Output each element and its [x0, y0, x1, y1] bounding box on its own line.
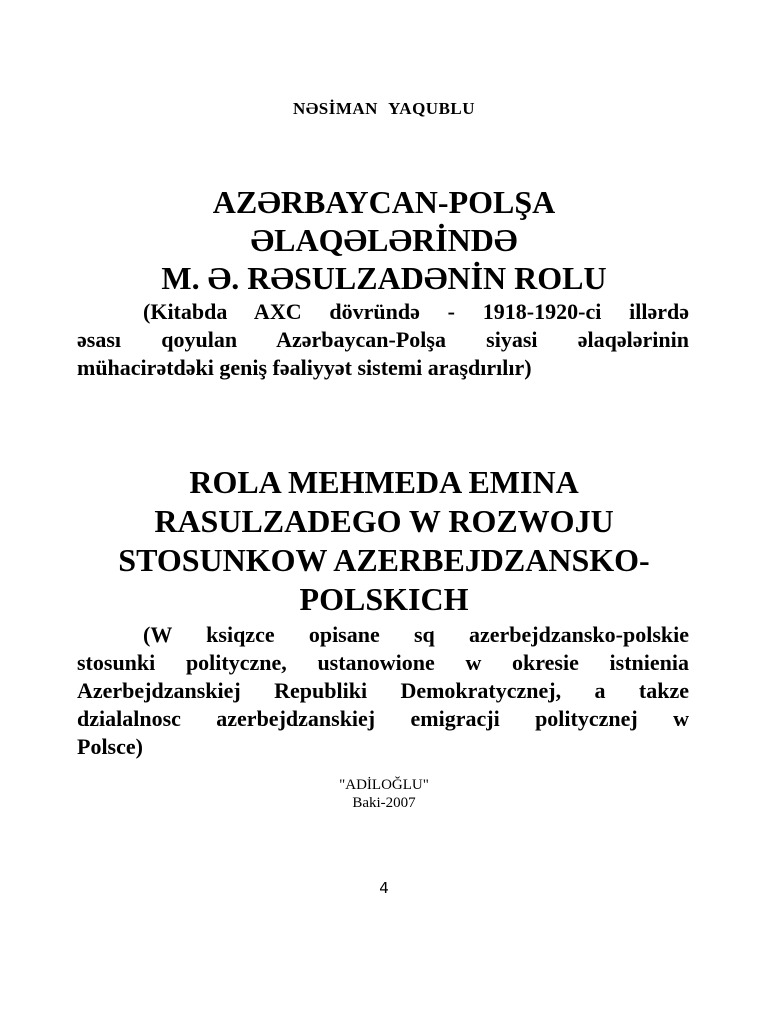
title-azerbaijani [60, 183, 708, 297]
description-azerbaijani [77, 298, 689, 382]
publisher-block [0, 776, 768, 812]
title-az-line: AZƏRBAYCAN-POLŞA [212, 184, 556, 220]
description-pl-line: Polsce) [77, 734, 143, 759]
title-pl-line: ROLA MEHMEDA EMINA [189, 464, 579, 500]
description-az-line: (Kitabda AXC dövründə - 1918-1920-ci illərdə [143, 299, 689, 324]
page-number: 4 [379, 879, 389, 897]
description-pl-line: Azerbejdzanskiej Republiki Demokratycznej, a takze [77, 678, 689, 703]
publisher-name: "ADİLOĞLU" [339, 777, 429, 793]
description-pl-line: stosunki polityczne, ustanowione w okresie istnienia [77, 650, 689, 675]
author-name: NƏSİMAN YAQUBLU [292, 99, 476, 118]
publication-place-year: Baki-2007 [352, 795, 416, 811]
title-az-line: ƏLAQƏLƏRİNDƏ [250, 222, 518, 258]
description-az-line: əsası qoyulan Azərbaycan-Polşa siyasi əlaqələrinin [77, 327, 689, 352]
description-polish [77, 621, 689, 761]
description-az-line: mühacirətdəki geniş fəaliyyət sistemi araşdırılır) [77, 355, 532, 380]
title-pl-line: STOSUNKOW AZERBEJDZANSKO- [118, 542, 650, 578]
title-polish [50, 463, 718, 619]
title-pl-line: RASULZADEGO W ROZWOJU [154, 503, 614, 539]
description-pl-line: (W ksiqzce opisane sq azerbejdzansko-polskie [143, 622, 689, 647]
description-pl-line: dzialalnosc azerbejdzanskiej emigracji politycznej w [77, 706, 689, 731]
title-az-line: M. Ə. RƏSULZADƏNİN ROLU [161, 260, 607, 296]
title-pl-line: POLSKICH [299, 581, 469, 617]
